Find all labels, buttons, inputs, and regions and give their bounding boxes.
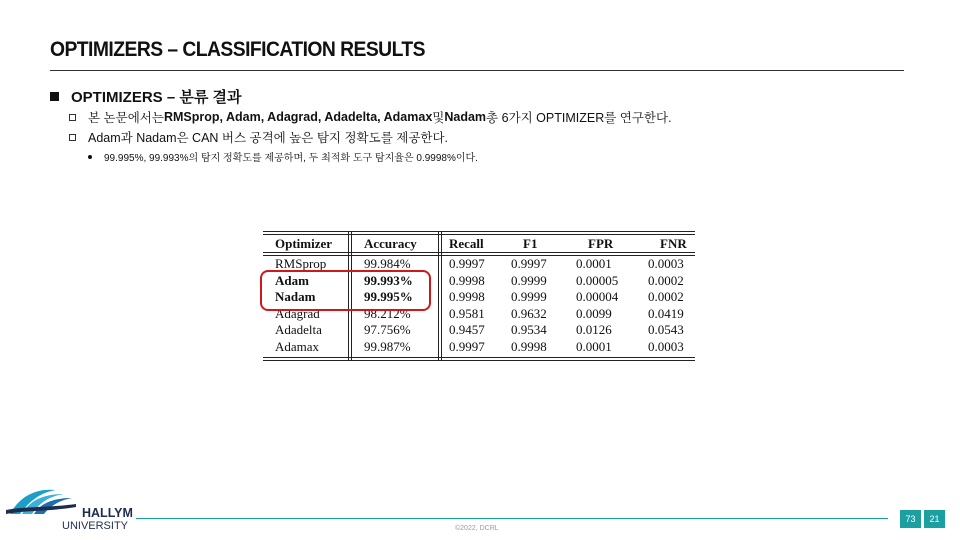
table-cell: 0.0543	[648, 322, 684, 337]
table-column-divider	[438, 231, 439, 361]
table-cell: 0.00005	[576, 273, 619, 288]
copyright: ©2022, DCRL	[455, 525, 499, 532]
table-rule	[263, 252, 695, 253]
footer-divider	[136, 518, 888, 519]
table-rule	[263, 357, 695, 358]
square-bullet-icon	[50, 92, 59, 101]
detail-bullet	[88, 149, 478, 164]
table-cell: 0.9997	[449, 339, 485, 354]
dot-bullet-icon	[88, 155, 92, 159]
table-row-label: Adamax	[275, 339, 320, 354]
table-cell: 0.9999	[511, 289, 547, 304]
table-cell: 0.9457	[449, 322, 485, 337]
table-cell: 99.993%	[364, 273, 413, 288]
table-row-label: Adagrad	[275, 306, 320, 321]
table-cell: 0.9998	[511, 339, 547, 354]
table-row-label: Nadam	[275, 289, 316, 304]
sub1-post: 총 6가지 OPTIMIZER를 연구한다.	[486, 111, 672, 125]
sub1-pre: 본 논문에서는	[88, 111, 164, 125]
table-rule	[263, 360, 695, 361]
sub1-mid: 및	[432, 111, 445, 125]
table-row-label: Adam	[275, 273, 309, 288]
table-cell: 0.0001	[576, 256, 612, 271]
title-divider	[50, 70, 904, 71]
table-header-cell: Optimizer	[275, 236, 333, 251]
table-header-cell: Accuracy	[364, 236, 417, 251]
sub-bullet-optimizers	[69, 108, 672, 126]
table-cell: 0.00004	[576, 289, 619, 304]
page-total-badge: 73	[900, 510, 921, 528]
table-cell: 0.9581	[449, 306, 485, 321]
university-sub: UNIVERSITY	[62, 520, 129, 532]
table-cell: 0.9998	[449, 273, 485, 288]
sub1-bold2: Nadam	[444, 110, 487, 124]
table-rule	[263, 231, 695, 232]
table-cell: 0.0002	[648, 273, 684, 288]
table-row-label: Adadelta	[275, 322, 322, 337]
hollow-square-bullet-icon	[69, 134, 76, 141]
table-cell: 0.0002	[648, 289, 684, 304]
hollow-square-bullet-icon	[69, 114, 76, 121]
table-column-divider	[441, 231, 442, 361]
table-header-cell: FNR	[660, 236, 687, 251]
table-cell: 0.9998	[449, 289, 485, 304]
highlight-box	[260, 270, 431, 311]
table-header-cell: F1	[523, 236, 538, 251]
sub2-text: Adam과 Nadam은 CAN 버스 공격에 높은 탐지 정확도를 제공한다.	[88, 131, 449, 145]
sub1-bold: RMSprop, Adam, Adagrad, Adadelta, Adamax	[163, 110, 433, 124]
university-name: HALLYM	[82, 506, 133, 520]
table-cell: 0.9534	[511, 322, 547, 337]
sub-bullet-accuracy	[69, 128, 448, 146]
table-cell: 99.995%	[364, 289, 413, 304]
table-cell: 99.987%	[364, 339, 411, 354]
table-cell: 0.0003	[648, 256, 684, 271]
table-cell: 0.0126	[576, 322, 612, 337]
page-current-badge: 21	[924, 510, 945, 528]
table-cell: 0.9997	[449, 256, 485, 271]
table-cell: 0.0003	[648, 339, 684, 354]
table-cell: 0.0001	[576, 339, 612, 354]
main-bullet-text: OPTIMIZERS – 분류 결과	[71, 89, 242, 106]
table-cell: 0.0419	[648, 306, 684, 321]
table-cell: 98.212%	[364, 306, 411, 321]
table-cell: 97.756%	[364, 322, 411, 337]
main-bullet	[50, 86, 241, 107]
table-row-label: RMSprop	[275, 256, 327, 271]
table-header-cell: Recall	[449, 236, 484, 251]
hallym-logo-icon	[6, 484, 76, 518]
table-cell: 99.984%	[364, 256, 411, 271]
sub3-text: 99.995%, 99.993%의 탐지 정확도를 제공하며, 두 최적화 도구 탐지율은 0.9998%이다.	[104, 153, 478, 164]
table-cell: 0.0099	[576, 306, 612, 321]
table-rule	[263, 234, 695, 235]
table-cell: 0.9999	[511, 273, 547, 288]
table-cell: 0.9632	[511, 306, 547, 321]
slide-title: OPTIMIZERS – CLASSIFICATION RESULTS	[50, 38, 425, 61]
table-header-cell: FPR	[588, 236, 614, 251]
table-cell: 0.9997	[511, 256, 547, 271]
